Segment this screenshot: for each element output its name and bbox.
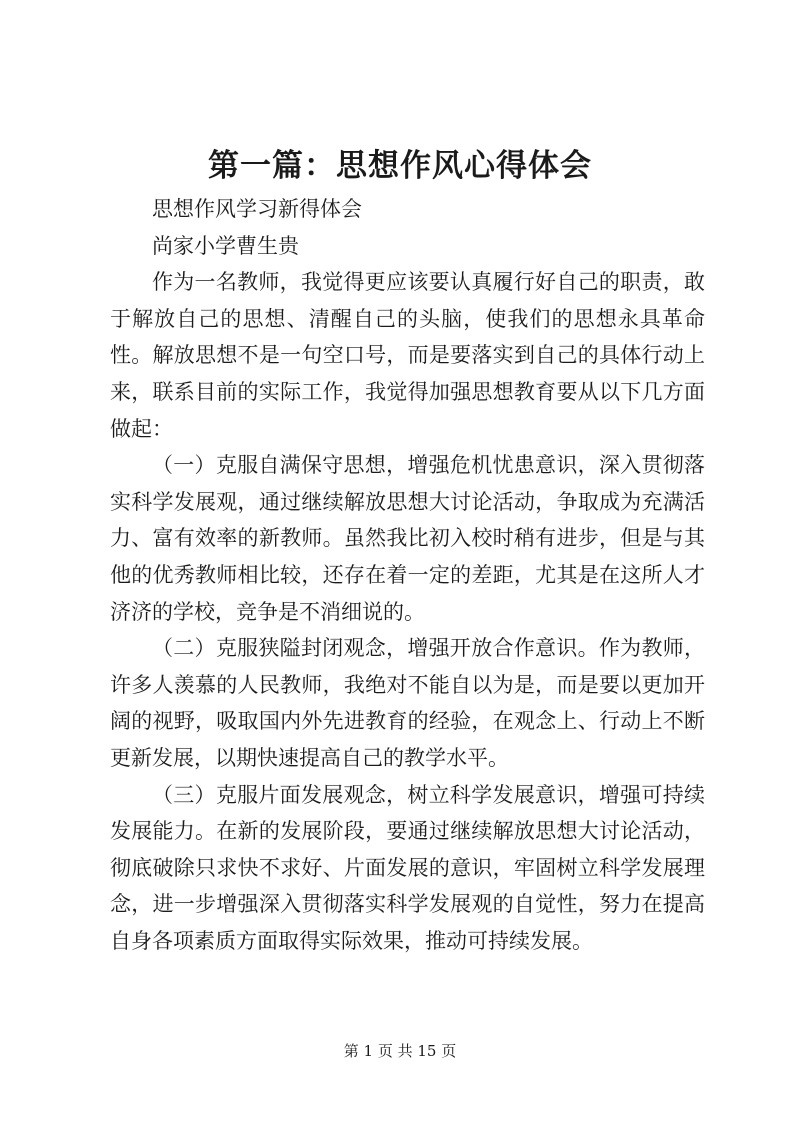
document-body (110, 191, 705, 959)
paragraph-intro: 作为一名教师，我觉得更应该要认真履行好自己的职责，敢于解放自己的思想、清醒自己的头脑，使我们的思想永具革命性。解放思想不是一句空口号，而是要落实到自己的具体行动上来，联系目前的实际工作，我觉得加强思想教育要从以下几方面做起： (110, 270, 705, 441)
paragraph-point-2: （二）克服狭隘封闭观念，增强开放合作意识。作为教师，许多人羡慕的人民教师，我绝对不能自以为是，而是要以更加开阔的视野，吸取国内外先进教育的经验，在观念上、行动上不断更新发展，以期快速提高自己的教学水平。 (110, 636, 705, 770)
subtitle: 思想作风学习新得体会 (152, 197, 362, 221)
author-line: 尚家小学曹生贵 (152, 233, 299, 258)
paragraph-point-3: （三）克服片面发展观念，树立科学发展意识，增强可持续发展能力。在新的发展阶段，要通过继续解放思想大讨论活动，彻底破除只求快不求好、片面发展的意识，牢固树立科学发展理念，进一步增强深入贯彻落实科学发展观的自觉性，努力在提高自身各项素质方面取得实际效果，推动可持续发展。 (110, 782, 705, 953)
document-title: 第一篇：思想作风心得体会 (208, 148, 592, 184)
paragraph-point-1: （一）克服自满保守思想，增强危机忧患意识，深入贯彻落实科学发展观，通过继续解放思想大讨论活动，争取成为充满活力、富有效率的新教师。虽然我比初入校时稍有进步，但是与其他的优秀教师相比较，还存在着一定的差距，尤其是在这所人才济济的学校，竞争是不消细说的。 (110, 453, 705, 624)
page-number: 第 1 页 共 15 页 (343, 1042, 457, 1060)
